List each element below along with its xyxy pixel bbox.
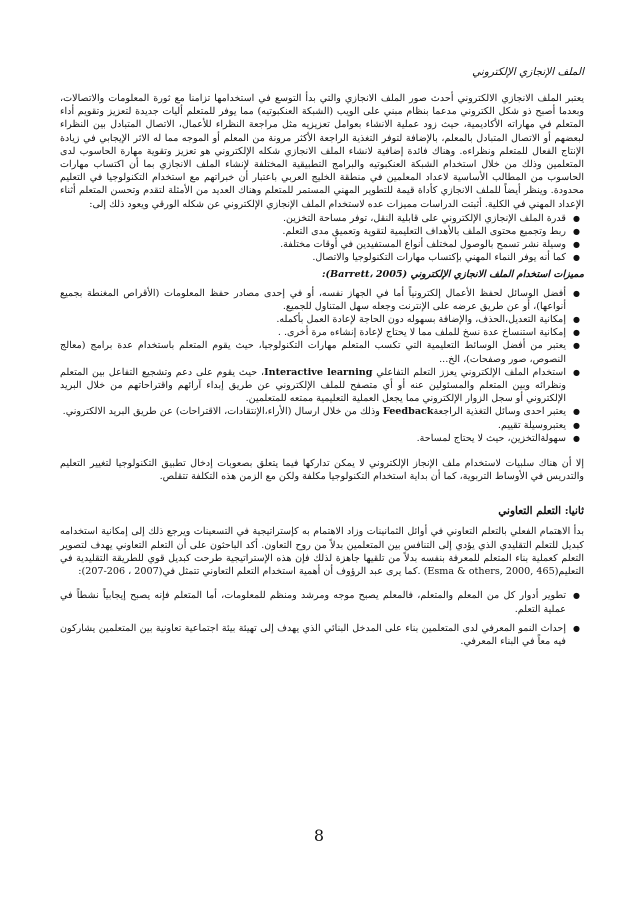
document-body <box>60 66 584 654</box>
list-item: ● قدرة الملف الإنجازي الإلكتروني على قابلية النقل، توفر مساحة التخزين. <box>60 212 566 225</box>
keyword: Feedback <box>382 406 434 418</box>
importance-list <box>60 589 584 648</box>
item-text: يعتبر احدى وسائل التغذية الراجعة <box>433 406 566 418</box>
list-item <box>60 405 566 418</box>
item-text: إمكانية التعديل،الحذف، والإضافة بسهوله دون الحاجة لإعادة العمل بأكمله. <box>276 314 566 326</box>
advantages-list <box>60 212 584 265</box>
list-item <box>60 287 566 313</box>
section-title: ثانيا: التعلم التعاوني <box>498 505 584 518</box>
running-header: الملف الإنجازي الإلكتروني <box>472 66 584 78</box>
list-item: ● إحداث النمو المعرفي لدى المتعلمين بناء على المدخل البنائي الذي يهدف إلى تهيئة بيئة اجتماعية تعاونية بين المتعلمين يشاركون فيه معاً في البناء المعرفي. <box>60 622 566 648</box>
item-text: سهولةالتخزين، حيث لا يحتاج لمساحة. <box>416 432 566 444</box>
list-item: ● كما أنه يوفر النماء المهني بإكتساب مهارات التكنولوجيا والاتصال. <box>60 251 566 264</box>
outro-paragraph: إلا أن هناك سلبيات لاستخدام ملف الإنجاز الإلكتروني لا يمكن تداركها فيما يتعلق بصعوبات إدخال تطبيق التكنولوجيا لتغيير التعليم والتدريس في الأوساط التربوية، كما أن بداية استخدام التكنولوجيا مكلفة ولكن مع الزمن هذه التكلفة تتقلص. <box>60 458 584 483</box>
list-item <box>60 432 566 445</box>
item-text: استخدام الملف الإلكتروني يعزز التعلم التفاعلي <box>372 366 566 378</box>
item-text: يعتبر من أفضل الوسائط التعليمية التي تكسب المتعلم مهارات التكنولوجيا، حيث يقوم المتعلم باستخدام عدة برامج (معالج النصوص، صور وصفحات)، الخ... <box>60 340 566 365</box>
page-number: 8 <box>313 826 325 845</box>
keyword: Interactive learning <box>264 366 373 378</box>
item-text: أفضل الوسائل لحفظ الأعمال إلكترونياً أما في الجهاز نفسه، أو في إحدى مصادر حفظ المعلومات (الأقراص المغنطة بجميع أنواعها)، أو عن طريق عرضه على الإنترنت وجعله سهل المتناول للجميع. <box>60 287 566 312</box>
list-item: ● وسيلة نشر تسمح بالوصول لمختلف أنواع المستفيدين في أوقات مختلفة. <box>60 238 566 251</box>
intro-paragraph: يعتبر الملف الانجازي الالكتروني أحدث صور الملف الانجازي والتي بدأ التوسع في استخدامها تزامنا مع ثورة المعلومات والاتصالات، وبعدما أصبح ذو شكل الكتروني مدعما بنظام مبني على الويب (الشبكة العنكبوتيه) مما يوفر للمتعلم أليات جديدة لتعزيز وتقويم أداء المتعلم في مهاراته الأكاديمية، حيث زود عملية الانشاء بعوامل تعزيزيه مثل مراجعة النظراء للأعمال، الاتصال المتبادل بين النظراء لبعضهم أو الاتصال المتبادل بالمعلم، بالإضافة لتوفر التغذية الراجعة الأكثر مرونة من المعلم أو الموجه مما له الاثر الإيجابي في زيادة الإنتاج الفعال للمتعلم ونظراءه. وهناك فائدة إضافية لانشاء الملف الانجازي شكله الإلكتروني هو تعزيز وتقوية مهارة الحاسوب لدى المتعلمين وذلك من خلال استخدام الشبكة العنكبوتيه والبرامج التطبيقية المختلفة لإنشاء الملف الانجازي بما أن اكتساب مهارات الحاسوب من المطالب الأساسية لاعداد المعلمين في منطقة الخليج العربي باعتبار أن خبراتهم مع استخدام التكنولوجيا في التعليم محدودة. وينظر أيضاً للملف الانجازي كأداة قيمة للتطوير المهني المستمر للمتعلم وهناك العديد من الأمثلة لتقدم وتحسن المتعلم أثناء الإعداد المهني في الكلية. أثبتت الدراسات مميزات عده لاستخدام الملف الإنجازي الإلكتروني عن شكله الورقي ويعود ذلك إلى: <box>60 93 584 210</box>
item-text: إمكانية استنساخ عدة نسخ للملف مما لا يحتاج لإعادة إنشاءه مرة أخرى. . <box>277 327 566 339</box>
item-text: يعتبروسيلة تقييم. <box>497 419 566 431</box>
list-item <box>60 313 566 326</box>
list-item <box>60 419 566 432</box>
item-text: وذلك من خلال ارسال (الأراء،الإنتقادات، الاقتراحات) عن طريق البريد الالكتروني. <box>62 406 383 418</box>
item-text: ، حيث يقوم على دعم وتشجيع التفاعل بين المتعلم ونظرائه وبين المتعلم والمسئولين عنه أو أي متصفح للملف الإلكتروني عن طريق إبداء آرائهم واقتراحاتهم من خلال البريد الإلكتروني أو سجل الزوار الإلكتروني مما يجعل العملية التعليمية ممتعه للمتعلمين. <box>60 366 566 405</box>
list-item <box>60 339 566 365</box>
list-item: ● تطوير أدوار كل من المعلم والمتعلم، فالمعلم يصبح موجه ومرشد ومنظم للمعلومات، أما المتعلم فإنه يصبح إيجابياً نشطاً في عملية التعلم. <box>60 589 566 615</box>
features-list <box>60 287 584 445</box>
list-item: ● ربط وتجميع محتوى الملف بالأهداف التعليمية لتقوية وتعميق مدى التعلم. <box>60 225 566 238</box>
features-heading: مميزات استخدام الملف الانجازي الإلكتروني (Barrett، 2005): <box>321 268 584 280</box>
list-item <box>60 326 566 339</box>
section-paragraph: بدأ الاهتمام الفعلي بالتعلم التعاوني في أوائل الثمانينات وزاد الاهتمام به كإستراتيجية في التسعينات ويرجع ذلك إلى إمكانية استخدامه كبديل للتعلم التقليدي الذي يؤدي إلى التنافس بين المتعلمين بدلاً من روح التعاون. أكد الباحثون على أن التعلم التعاوني يهدف لتصوير التعلم كعملية بناء المتعلم للمعرفة بنفسه بدلاً من تلقيها جاهزة لذلك فإن هذه الإستراتيجية طرحت كبديل قوي للطريقة التقليدية في التعليم(Esma & others, 2000, 465) .كما يرى عبد الرؤوف أن أهمية استخدام التعلم التعاوني تتمثل في(2007 ، 206-207): <box>60 526 584 578</box>
list-item <box>60 366 566 406</box>
